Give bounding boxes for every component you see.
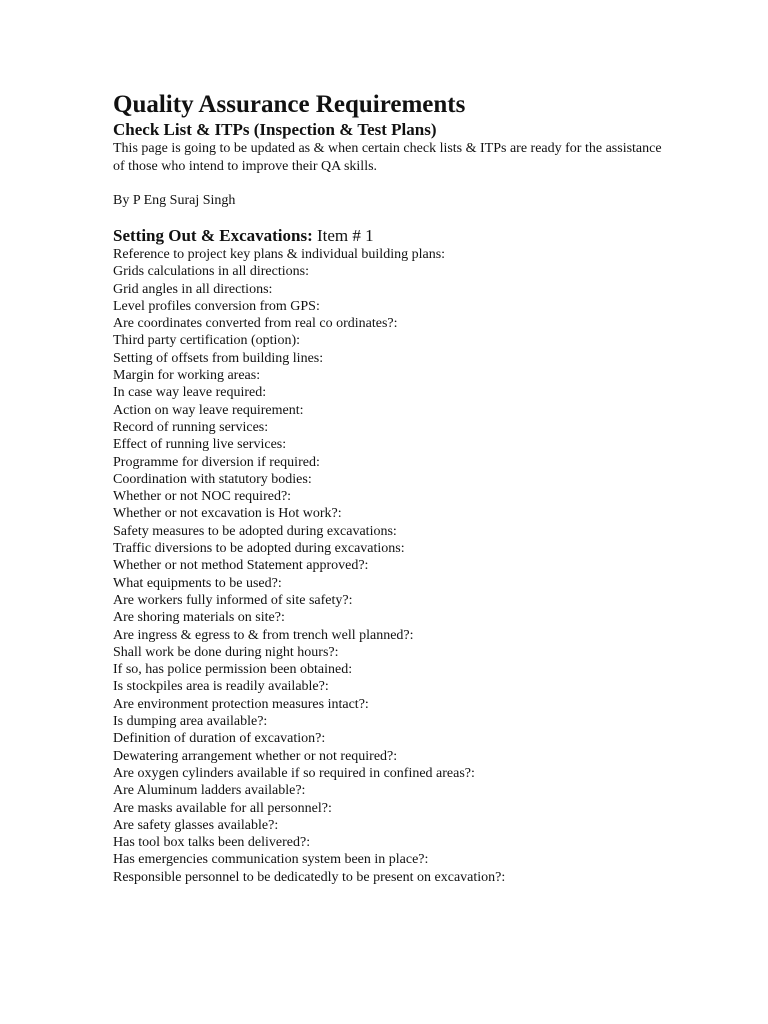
checklist-item: Grids calculations in all directions: [113, 264, 309, 280]
checklist-item: Are shoring materials on site?: [113, 610, 285, 626]
checklist-item: Grid angles in all directions: [113, 281, 273, 297]
checklist-item: Has tool box talks been delivered?: [113, 835, 311, 851]
checklist-item: Definition of duration of excavation?: [113, 731, 326, 747]
checklist-item: Traffic diversions to be adopted during excavations: [113, 541, 405, 557]
checklist-item: Are environment protection measures intact?: [113, 696, 369, 712]
checklist-item: Third party certification (option): [113, 333, 300, 349]
checklist-item: Responsible personnel to be dedicatedly to be present on excavation?: [113, 869, 506, 885]
checklist-item: In case way leave required: [113, 385, 267, 401]
checklist-item: Programme for diversion if required: [113, 454, 320, 470]
checklist-item: Record of running services: [113, 419, 269, 435]
document-subtitle: Check List & ITPs (Inspection & Test Plans) [113, 120, 437, 139]
checklist-item: Are safety glasses available?: [113, 817, 279, 833]
checklist-item: Coordination with statutory bodies: [113, 471, 312, 487]
checklist-item: Is stockpiles area is readily available?: [113, 679, 329, 695]
checklist-item: Are coordinates converted from real co ordinates?: [113, 316, 398, 332]
checklist-item: Are oxygen cylinders available if so required in confined areas?: [113, 765, 475, 781]
checklist-item: Are ingress & egress to & from trench well planned?: [113, 627, 414, 643]
checklist-item: Are workers fully informed of site safety?: [113, 592, 353, 608]
checklist-item: Action on way leave requirement: [113, 402, 304, 418]
checklist-item: Is dumping area available?: [113, 714, 268, 730]
checklist-item: What equipments to be used?: [113, 575, 282, 591]
checklist-item: Shall work be done during night hours?: [113, 644, 339, 660]
checklist-item: Whether or not NOC required?: [113, 489, 292, 505]
author-byline: By P Eng Suraj Singh [113, 193, 236, 208]
section-heading-item-number: Item # 1 [312, 226, 374, 245]
checklist-item: Whether or not method Statement approved?: [113, 558, 369, 574]
checklist-item: Setting of offsets from building lines: [113, 350, 324, 366]
checklist-item: Safety measures to be adopted during excavations: [113, 523, 397, 539]
section-heading-title: Setting Out & Excavations: [113, 226, 313, 245]
checklist-item: Are masks available for all personnel?: [113, 800, 332, 816]
checklist-item: Dewatering arrangement whether or not required?: [113, 748, 398, 764]
document-title: Quality Assurance Requirements [113, 91, 466, 118]
section-heading [113, 226, 713, 246]
checklist-item: Reference to project key plans & individual building plans: [113, 247, 446, 262]
checklist-item: Whether or not excavation is Hot work?: [113, 506, 342, 522]
checklist-item: Has emergencies communication system been in place?: [113, 852, 429, 868]
checklist-item: Level profiles conversion from GPS: [113, 298, 320, 314]
document-page [113, 90, 713, 886]
checklist-item: If so, has police permission been obtained: [113, 662, 353, 678]
checklist-item: Effect of running live services: [113, 437, 287, 453]
checklist-item: Margin for working areas: [113, 368, 261, 384]
intro-paragraph: This page is going to be updated as & when certain check lists & ITPs are ready for the assistance of those who intend to improve their QA skills. [113, 141, 662, 174]
checklist [113, 246, 713, 886]
checklist-item: Are Aluminum ladders available?: [113, 783, 306, 799]
